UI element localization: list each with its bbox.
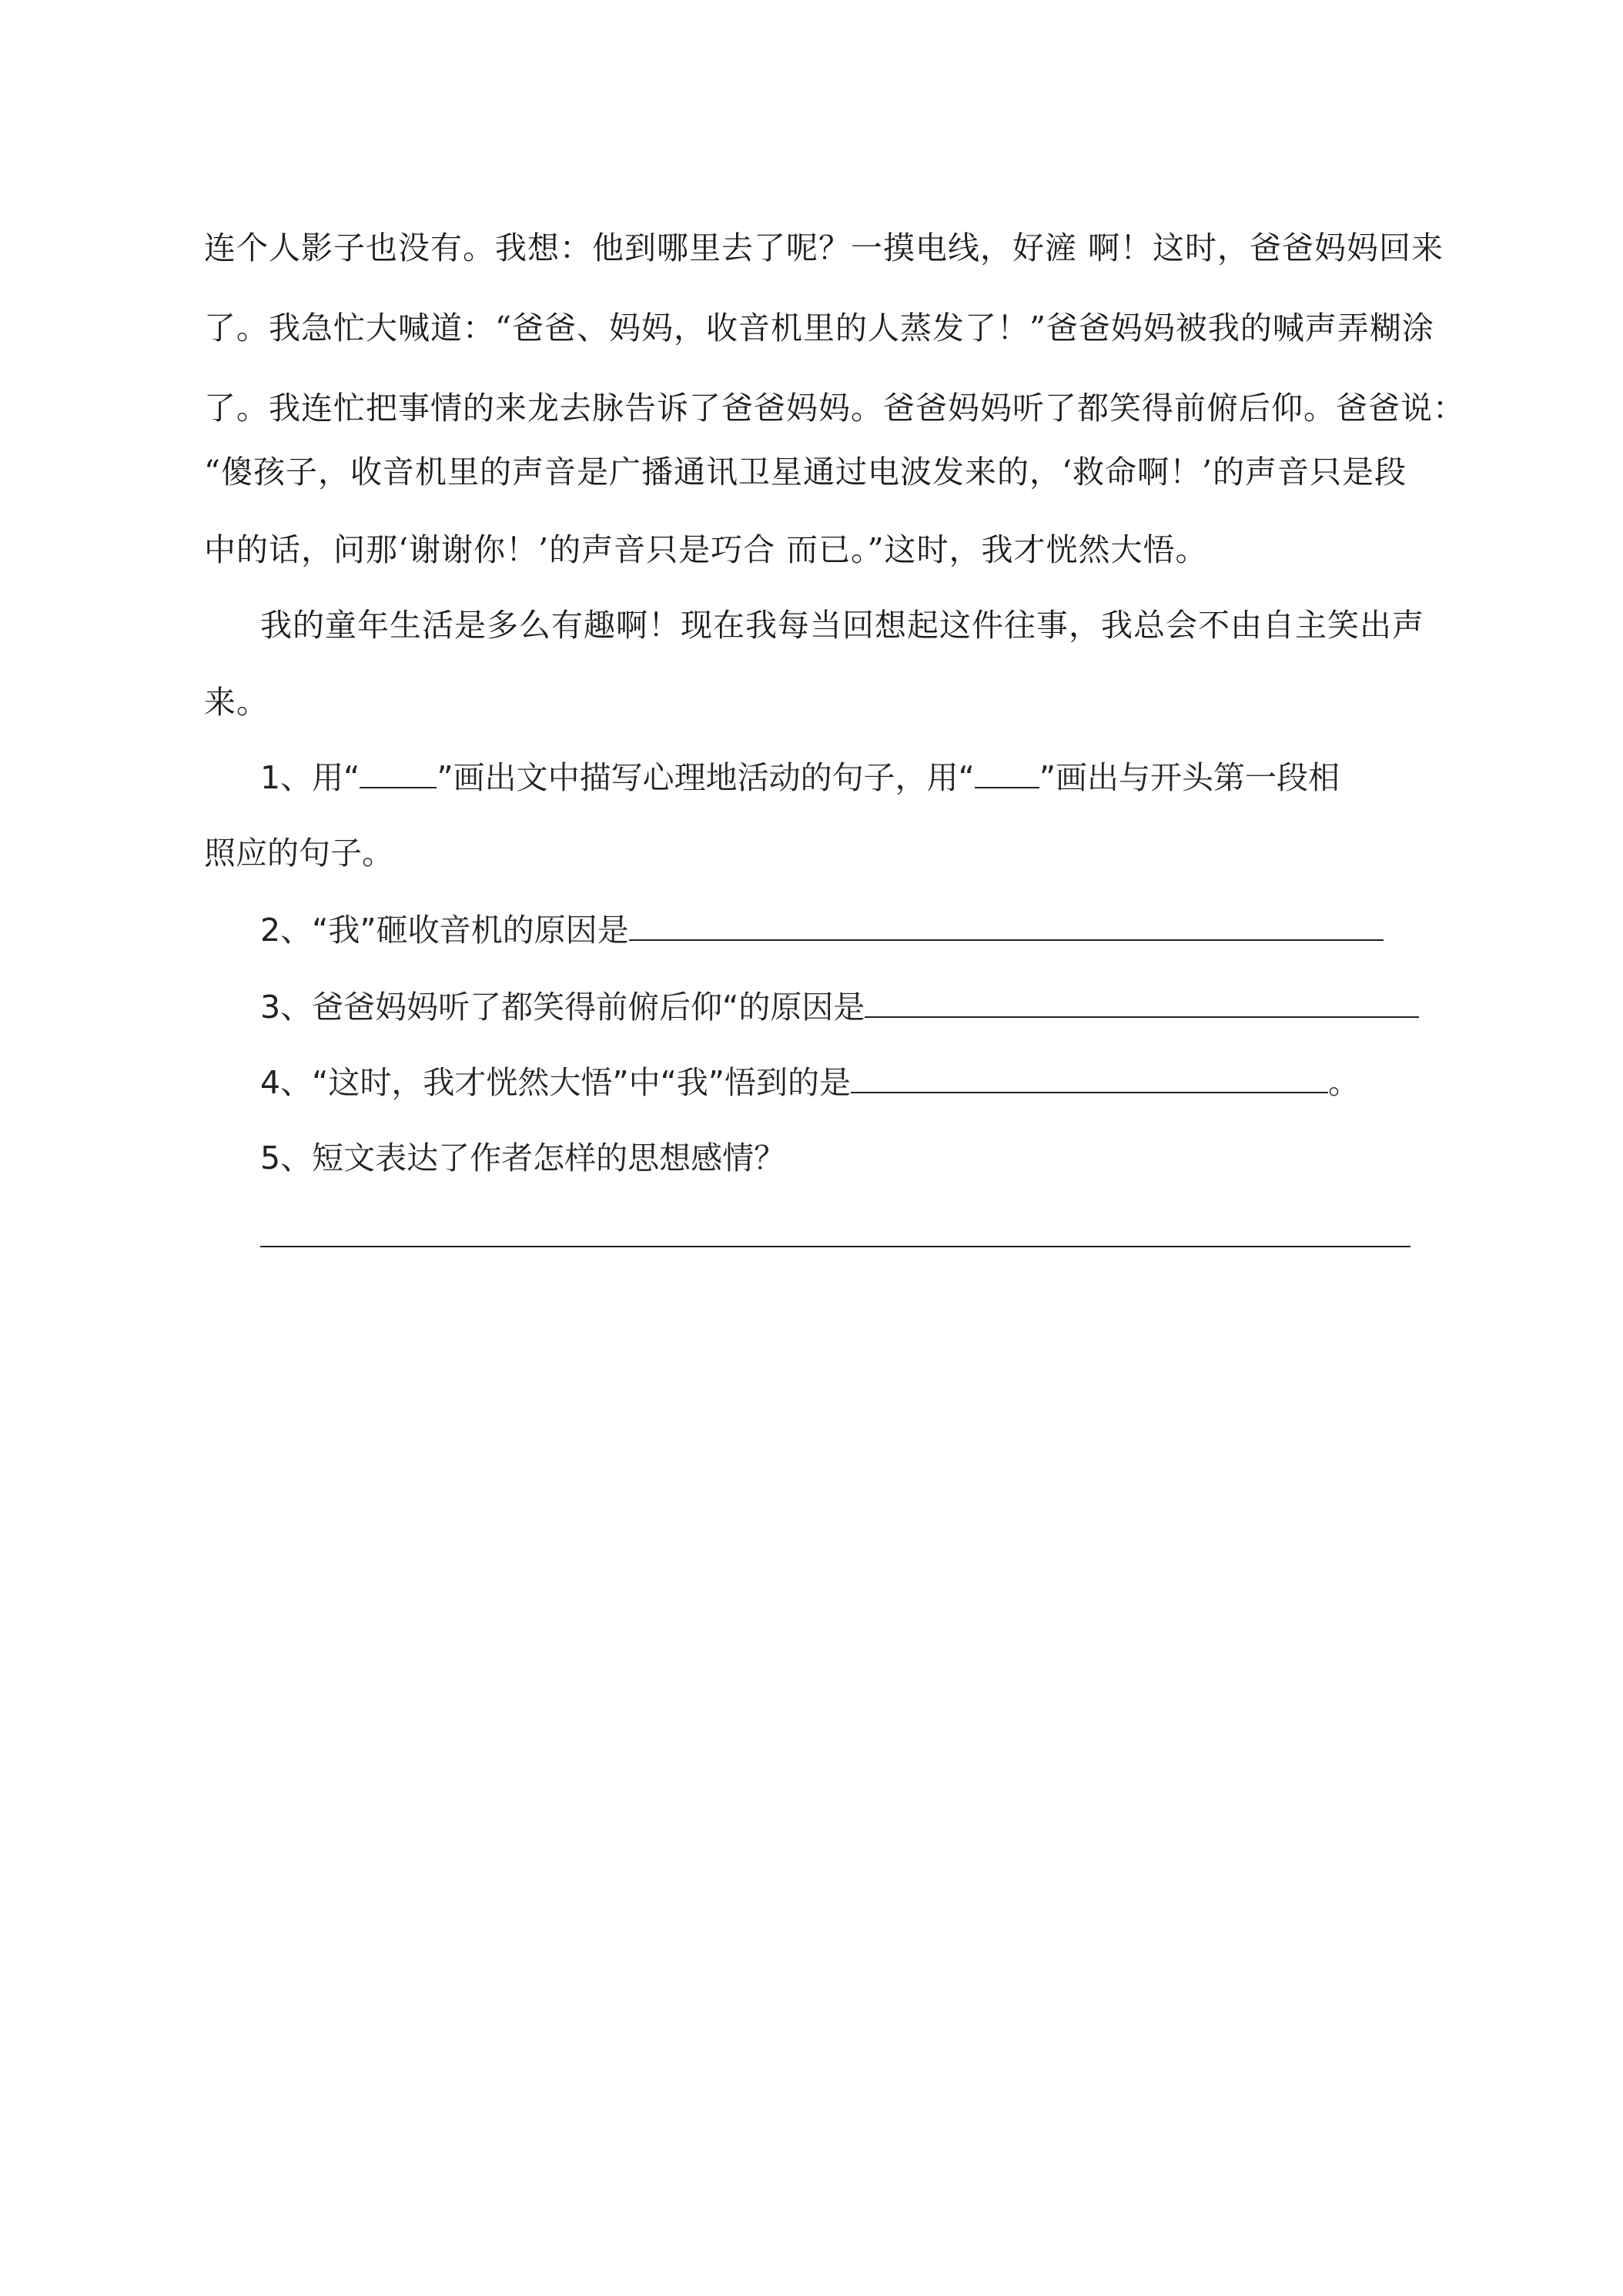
question-2-text: 2、“我”砸收音机的原因是: [260, 912, 629, 949]
question-1: [260, 756, 1340, 798]
closing-line-2: 来。: [204, 684, 269, 721]
question-1-part1: 1、用“: [260, 759, 360, 796]
question-4-end: 。: [1328, 1064, 1360, 1101]
passage-line-1: 连个人影子也没有。我想：他到哪里去了呢？一摸电线，好滻 啊！这时，爸爸妈妈回来: [204, 229, 1444, 266]
closing-line-1: 我的童年生活是多么有趣啊！现在我每当回想起这件往事，我总会不由自主笑出声: [260, 607, 1424, 644]
question-1-blank-1[interactable]: [360, 756, 437, 788]
question-5: 5、短文表达了作者怎样的思想感情？: [260, 1140, 786, 1176]
passage-line-2: 了。我急忙大喊道：“爸爸、妈妈，收音机里的人蒸发了！”爸爸妈妈被我的喊声弄糊涂: [204, 310, 1434, 346]
question-4: [260, 1061, 1360, 1103]
question-1-blank-2[interactable]: [975, 756, 1039, 788]
question-2-answer-blank[interactable]: [629, 909, 1384, 941]
passage-line-5: 中的话，问那‘谢谢你！’的声音只是巧合 而已。”这时，我才恍然大悟。: [204, 531, 1208, 568]
question-3-answer-blank[interactable]: [865, 986, 1419, 1018]
question-4-answer-blank[interactable]: [851, 1061, 1328, 1093]
question-5-answer-line[interactable]: [260, 1246, 1411, 1247]
passage-line-3: 了。我连忙把事情的来龙去脉告诉了爸爸妈妈。爸爸妈妈听了都笑得前俯后仰。爸爸说：: [204, 390, 1465, 427]
question-3: [260, 986, 1419, 1027]
question-2: [260, 909, 1384, 950]
question-3-text: 3、爸爸妈妈听了都笑得前俯后仰“的原因是: [260, 989, 865, 1026]
question-1-continuation: 照应的句子。: [204, 835, 393, 872]
question-4-text: 4、“这时，我才恍然大悟”中“我”悟到的是: [260, 1064, 852, 1101]
question-1-part3: ”画出与开头第一段相: [1039, 759, 1340, 796]
question-1-part2: ”画出文中描写心理地活动的句子，用“: [437, 759, 975, 796]
passage-line-4: “傻孩子，收音机里的声音是广播通讯卫星通过电波发来的，‘救命啊！’的声音只是段: [204, 454, 1407, 490]
